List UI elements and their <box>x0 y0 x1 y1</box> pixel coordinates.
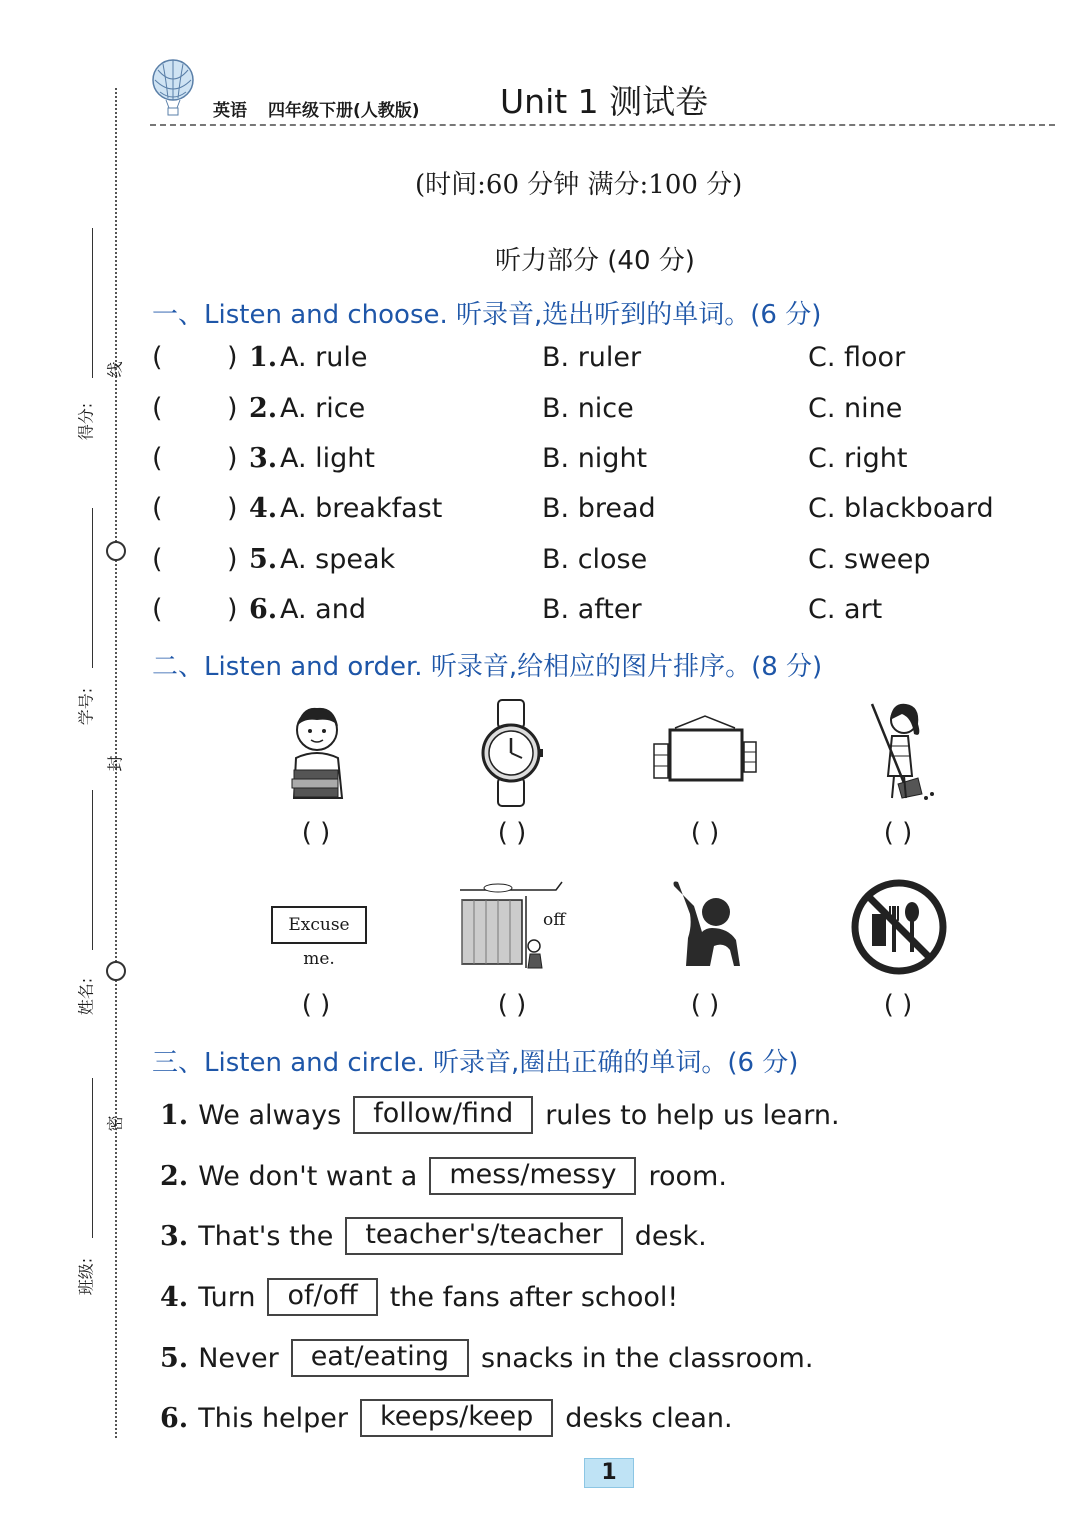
option-a: A. and <box>280 594 366 625</box>
sentence-after: rules to help us learn. <box>545 1099 840 1131</box>
answer-blank[interactable]: ( ) <box>497 818 527 848</box>
answer-blank[interactable]: ( ) <box>301 818 331 848</box>
answer-paren-right[interactable]: ) <box>227 594 238 625</box>
answer-blank[interactable]: ( ) <box>497 990 527 1020</box>
listening-heading: 听力部分 (40 分) <box>495 246 695 276</box>
sentence-before: This helper <box>198 1402 349 1434</box>
student-no-blank-line <box>92 508 93 668</box>
word-choice-box[interactable]: keeps/keep <box>360 1399 553 1437</box>
answer-paren-left[interactable]: ( <box>152 443 163 474</box>
boy-with-books-picture <box>262 698 372 808</box>
sentence-after: desk. <box>634 1220 707 1252</box>
option-a: A. speak <box>280 544 396 575</box>
sentence-number: 4. <box>160 1281 189 1313</box>
name-blank-line <box>92 790 93 950</box>
question-number: 4. <box>249 493 278 524</box>
sentence-number: 2. <box>160 1160 189 1192</box>
question-row <box>152 594 1032 634</box>
sentence-after: the fans after school! <box>389 1281 679 1313</box>
watch-picture <box>456 698 566 808</box>
page-title: Unit 1 测试卷 <box>500 82 709 121</box>
option-b: B. ruler <box>542 342 642 373</box>
option-a: A. breakfast <box>280 493 443 524</box>
circle-sentence <box>160 1217 707 1255</box>
answer-paren-left[interactable]: ( <box>152 342 163 373</box>
option-b: B. night <box>542 443 648 474</box>
question-row <box>152 342 1032 382</box>
girl-sweeping-picture <box>842 698 952 808</box>
class-label: 班级: <box>76 1257 96 1296</box>
sentence-number: 1. <box>160 1099 189 1131</box>
option-c: C. sweep <box>808 544 931 575</box>
answer-paren-left[interactable]: ( <box>152 393 163 424</box>
answer-paren-left[interactable]: ( <box>152 493 163 524</box>
question-number: 6. <box>249 594 278 625</box>
option-a: A. rule <box>280 342 368 373</box>
option-c: C. floor <box>808 342 906 373</box>
exam-time-score: (时间:60 分钟 满分:100 分) <box>415 170 743 200</box>
sentence-after: snacks in the classroom. <box>481 1342 814 1374</box>
option-b: B. bread <box>542 493 656 524</box>
option-b: B. nice <box>542 393 634 424</box>
binding-hole <box>106 541 126 561</box>
sentence-before: Never <box>198 1342 279 1374</box>
header-divider <box>150 124 1055 126</box>
question-row <box>152 493 1032 533</box>
off-label: off <box>543 910 566 930</box>
question-row <box>152 393 1032 433</box>
balloon-logo-icon <box>150 58 196 118</box>
answer-paren-right[interactable]: ) <box>227 544 238 575</box>
answer-paren-right[interactable]: ) <box>227 443 238 474</box>
sentence-before: Turn <box>198 1281 256 1313</box>
word-choice-box[interactable]: follow/find <box>353 1096 533 1134</box>
word-choice-box[interactable]: eat/eating <box>291 1339 469 1377</box>
option-b: B. after <box>542 594 642 625</box>
answer-paren-left[interactable]: ( <box>152 544 163 575</box>
section-1-title: 一、Listen and choose. 听录音,选出听到的单词。(6 分) <box>152 300 822 330</box>
score-blank-line <box>92 228 93 378</box>
seal-char-seal: 封 <box>105 755 125 772</box>
excuse-me-card: Excuse me. <box>271 906 367 944</box>
question-row <box>152 544 1032 584</box>
circle-sentence <box>160 1339 813 1377</box>
seal-char-line: 线 <box>105 361 125 378</box>
word-choice-box[interactable]: teacher's/teacher <box>345 1217 622 1255</box>
answer-paren-right[interactable]: ) <box>227 342 238 373</box>
subject-label: 英语 <box>213 101 247 121</box>
score-label: 得分: <box>76 402 96 441</box>
seal-char-dense: 密 <box>105 1115 125 1132</box>
option-c: C. art <box>808 594 883 625</box>
answer-blank[interactable]: ( ) <box>301 990 331 1020</box>
sentence-before: We don't want a <box>198 1160 418 1192</box>
word-choice-box[interactable]: mess/messy <box>429 1157 636 1195</box>
question-number: 1. <box>249 342 278 373</box>
sentence-before: We always <box>198 1099 342 1131</box>
student-no-label: 学号: <box>76 687 96 726</box>
circle-sentence <box>160 1157 727 1195</box>
circle-sentence <box>160 1399 733 1437</box>
binding-hole <box>106 961 126 981</box>
no-eating-sign-picture <box>842 876 952 986</box>
sentence-before: That's the <box>198 1220 334 1252</box>
question-number: 2. <box>249 393 278 424</box>
option-b: B. close <box>542 544 648 575</box>
option-c: C. nine <box>808 393 903 424</box>
answer-paren-left[interactable]: ( <box>152 594 163 625</box>
raise-hand-picture <box>650 876 760 986</box>
grade-label: 四年级下册(人教版) <box>268 101 420 121</box>
option-a: A. rice <box>280 393 366 424</box>
turn-off-light-picture <box>456 876 566 986</box>
sentence-number: 6. <box>160 1402 189 1434</box>
answer-paren-right[interactable]: ) <box>227 493 238 524</box>
sentence-number: 5. <box>160 1342 189 1374</box>
option-c: C. blackboard <box>808 493 994 524</box>
answer-blank[interactable]: ( ) <box>690 990 720 1020</box>
question-number: 5. <box>249 544 278 575</box>
answer-paren-right[interactable]: ) <box>227 393 238 424</box>
option-a: A. light <box>280 443 376 474</box>
question-row <box>152 443 1032 483</box>
answer-blank[interactable]: ( ) <box>690 818 720 848</box>
section-3-title: 三、Listen and circle. 听录音,圈出正确的单词。(6 分) <box>152 1048 799 1078</box>
circle-sentence <box>160 1278 678 1316</box>
page-number: 1 <box>584 1458 634 1488</box>
circle-sentence <box>160 1096 840 1134</box>
option-c: C. right <box>808 443 908 474</box>
section-2-title: 二、Listen and order. 听录音,给相应的图片排序。(8 分) <box>152 652 823 682</box>
blackboard-picture <box>650 698 760 808</box>
class-blank-line <box>92 1078 93 1238</box>
name-label: 姓名: <box>76 977 96 1016</box>
answer-blank[interactable]: ( ) <box>883 990 913 1020</box>
sentence-after: room. <box>648 1160 727 1192</box>
question-number: 3. <box>249 443 278 474</box>
word-choice-box[interactable]: of/off <box>267 1278 377 1316</box>
answer-blank[interactable]: ( ) <box>883 818 913 848</box>
sentence-number: 3. <box>160 1220 189 1252</box>
sentence-after: desks clean. <box>565 1402 733 1434</box>
